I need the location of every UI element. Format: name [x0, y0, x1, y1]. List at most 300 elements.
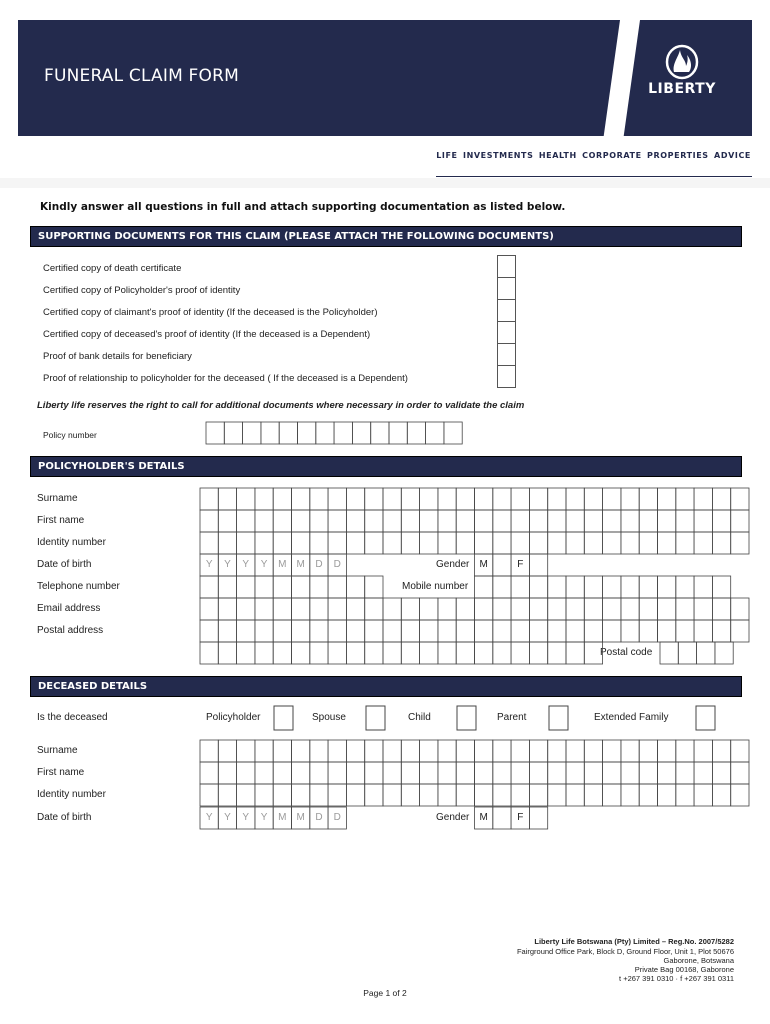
dec-surname-cell[interactable] [237, 740, 255, 762]
ph-surname-cell[interactable] [566, 488, 584, 510]
dec-surname-cell[interactable] [365, 740, 383, 762]
ph-postal-address-cell[interactable] [475, 620, 493, 642]
dec-surname-cell[interactable] [328, 740, 346, 762]
dec-dob-cell[interactable] [255, 807, 273, 829]
ph-mobile-cell[interactable] [475, 576, 493, 598]
ph-email-cell[interactable] [658, 598, 676, 620]
ph-postal-code-cell[interactable] [715, 642, 733, 664]
ph-email-cell[interactable] [694, 598, 712, 620]
ph-postal-code-cell[interactable] [697, 642, 715, 664]
ph-identity-number-cell[interactable] [529, 532, 547, 554]
dec-identity-number-cell[interactable] [420, 784, 438, 806]
ph-postal-address-cell[interactable] [639, 620, 657, 642]
dec-surname-cell[interactable] [676, 740, 694, 762]
ph-surname-cell[interactable] [273, 488, 291, 510]
ph-first-name-cell[interactable] [365, 510, 383, 532]
dec-surname-cell[interactable] [694, 740, 712, 762]
ph-identity-number-cell[interactable] [712, 532, 730, 554]
dec-dob-cell[interactable] [218, 807, 236, 829]
dec-identity-number-cell[interactable] [310, 784, 328, 806]
ph-dob-cell[interactable] [218, 554, 236, 576]
ph-identity-number-cell[interactable] [621, 532, 639, 554]
ph-postal-address-cell[interactable] [273, 620, 291, 642]
dec-first-name-cell[interactable] [566, 762, 584, 784]
ph-postal-address-2-cell[interactable] [365, 642, 383, 664]
ph-postal-address-cell[interactable] [401, 620, 419, 642]
dec-identity-number-cell[interactable] [438, 784, 456, 806]
ph-postal-address-cell[interactable] [456, 620, 474, 642]
dec-first-name-cell[interactable] [438, 762, 456, 784]
ph-surname-cell[interactable] [383, 488, 401, 510]
dec-identity-number-cell[interactable] [566, 784, 584, 806]
ph-mobile-cell[interactable] [603, 576, 621, 598]
option-extended-family-checkbox[interactable] [696, 706, 715, 730]
ph-email-cell[interactable] [731, 598, 749, 620]
ph-first-name-cell[interactable] [218, 510, 236, 532]
ph-email-cell[interactable] [273, 598, 291, 620]
ph-mobile-cell[interactable] [566, 576, 584, 598]
dec-surname-cell[interactable] [548, 740, 566, 762]
dec-identity-number-cell[interactable] [401, 784, 419, 806]
dec-identity-number-cell[interactable] [529, 784, 547, 806]
ph-postal-address-cell[interactable] [658, 620, 676, 642]
ph-identity-number-cell[interactable] [292, 532, 310, 554]
ph-first-name-cell[interactable] [676, 510, 694, 532]
ph-identity-number-cell[interactable] [548, 532, 566, 554]
dec-first-name-cell[interactable] [200, 762, 218, 784]
ph-surname-cell[interactable] [237, 488, 255, 510]
dec-surname-cell[interactable] [603, 740, 621, 762]
ph-postal-address-2-cell[interactable] [237, 642, 255, 664]
ph-identity-number-cell[interactable] [218, 532, 236, 554]
ph-postal-address-cell[interactable] [420, 620, 438, 642]
ph-postal-address-2-cell[interactable] [292, 642, 310, 664]
ph-email-cell[interactable] [310, 598, 328, 620]
option-parent-checkbox[interactable] [549, 706, 568, 730]
dec-identity-number-cell[interactable] [237, 784, 255, 806]
policy-number-cell[interactable] [444, 422, 462, 444]
ph-identity-number-cell[interactable] [566, 532, 584, 554]
ph-identity-number-cell[interactable] [401, 532, 419, 554]
ph-surname-cell[interactable] [200, 488, 218, 510]
ph-dob-cell[interactable] [273, 554, 291, 576]
ph-surname-cell[interactable] [218, 488, 236, 510]
ph-first-name-cell[interactable] [456, 510, 474, 532]
ph-postal-address-2-cell[interactable] [420, 642, 438, 664]
dec-surname-cell[interactable] [438, 740, 456, 762]
ph-postal-address-2-cell[interactable] [383, 642, 401, 664]
ph-email-cell[interactable] [456, 598, 474, 620]
ph-surname-cell[interactable] [603, 488, 621, 510]
ph-first-name-cell[interactable] [621, 510, 639, 532]
ph-email-cell[interactable] [475, 598, 493, 620]
ph-postal-address-cell[interactable] [438, 620, 456, 642]
ph-postal-address-cell[interactable] [712, 620, 730, 642]
ph-email-cell[interactable] [365, 598, 383, 620]
dec-identity-number-cell[interactable] [694, 784, 712, 806]
dec-first-name-cell[interactable] [584, 762, 602, 784]
ph-identity-number-cell[interactable] [237, 532, 255, 554]
ph-surname-cell[interactable] [365, 488, 383, 510]
dec-first-name-cell[interactable] [346, 762, 364, 784]
dec-gender-cell[interactable] [511, 807, 529, 829]
dec-first-name-cell[interactable] [731, 762, 749, 784]
dec-first-name-cell[interactable] [529, 762, 547, 784]
dec-identity-number-cell[interactable] [493, 784, 511, 806]
ph-first-name-cell[interactable] [438, 510, 456, 532]
dec-surname-cell[interactable] [383, 740, 401, 762]
ph-email-cell[interactable] [292, 598, 310, 620]
ph-postal-address-2-cell[interactable] [200, 642, 218, 664]
dec-identity-number-cell[interactable] [255, 784, 273, 806]
ph-identity-number-cell[interactable] [694, 532, 712, 554]
ph-email-cell[interactable] [401, 598, 419, 620]
dec-first-name-cell[interactable] [475, 762, 493, 784]
policy-number-cell[interactable] [426, 422, 444, 444]
dec-first-name-cell[interactable] [328, 762, 346, 784]
ph-email-cell[interactable] [200, 598, 218, 620]
ph-postal-address-2-cell[interactable] [328, 642, 346, 664]
ph-postal-address-2-cell[interactable] [401, 642, 419, 664]
ph-identity-number-cell[interactable] [511, 532, 529, 554]
ph-identity-number-cell[interactable] [310, 532, 328, 554]
ph-identity-number-cell[interactable] [383, 532, 401, 554]
dec-first-name-cell[interactable] [456, 762, 474, 784]
ph-first-name-cell[interactable] [328, 510, 346, 532]
ph-email-cell[interactable] [237, 598, 255, 620]
policy-number-cell[interactable] [371, 422, 389, 444]
ph-identity-number-cell[interactable] [346, 532, 364, 554]
ph-postal-address-cell[interactable] [200, 620, 218, 642]
ph-first-name-cell[interactable] [493, 510, 511, 532]
ph-surname-cell[interactable] [475, 488, 493, 510]
policy-number-cell[interactable] [279, 422, 297, 444]
ph-postal-address-2-cell[interactable] [475, 642, 493, 664]
option-child-checkbox[interactable] [457, 706, 476, 730]
ph-surname-cell[interactable] [712, 488, 730, 510]
ph-gender-cell[interactable] [511, 554, 529, 576]
ph-dob-cell[interactable] [310, 554, 328, 576]
ph-surname-cell[interactable] [658, 488, 676, 510]
ph-identity-number-cell[interactable] [475, 532, 493, 554]
dec-first-name-cell[interactable] [694, 762, 712, 784]
ph-identity-number-cell[interactable] [731, 532, 749, 554]
dec-surname-cell[interactable] [529, 740, 547, 762]
ph-identity-number-cell[interactable] [365, 532, 383, 554]
ph-surname-cell[interactable] [456, 488, 474, 510]
ph-surname-cell[interactable] [438, 488, 456, 510]
ph-mobile-cell[interactable] [529, 576, 547, 598]
dec-dob-cell[interactable] [328, 807, 346, 829]
ph-dob-cell[interactable] [237, 554, 255, 576]
dec-first-name-cell[interactable] [639, 762, 657, 784]
dec-surname-cell[interactable] [255, 740, 273, 762]
ph-postal-address-cell[interactable] [676, 620, 694, 642]
ph-telephone-cell[interactable] [255, 576, 273, 598]
ph-email-cell[interactable] [328, 598, 346, 620]
ph-postal-address-cell[interactable] [511, 620, 529, 642]
ph-identity-number-cell[interactable] [676, 532, 694, 554]
dec-dob-cell[interactable] [200, 807, 218, 829]
ph-mobile-cell[interactable] [694, 576, 712, 598]
dec-first-name-cell[interactable] [676, 762, 694, 784]
ph-postal-address-2-cell[interactable] [255, 642, 273, 664]
dec-first-name-cell[interactable] [255, 762, 273, 784]
dec-surname-cell[interactable] [310, 740, 328, 762]
ph-postal-address-cell[interactable] [218, 620, 236, 642]
ph-dob-cell[interactable] [328, 554, 346, 576]
ph-postal-address-cell[interactable] [566, 620, 584, 642]
ph-identity-number-cell[interactable] [328, 532, 346, 554]
ph-email-cell[interactable] [639, 598, 657, 620]
dec-first-name-cell[interactable] [310, 762, 328, 784]
ph-postal-address-cell[interactable] [731, 620, 749, 642]
ph-dob-cell[interactable] [255, 554, 273, 576]
ph-postal-code-cell[interactable] [678, 642, 696, 664]
ph-identity-number-cell[interactable] [438, 532, 456, 554]
ph-email-cell[interactable] [511, 598, 529, 620]
ph-gender-cell[interactable] [493, 554, 511, 576]
ph-postal-address-2-cell[interactable] [310, 642, 328, 664]
dec-identity-number-cell[interactable] [658, 784, 676, 806]
ph-postal-address-cell[interactable] [548, 620, 566, 642]
ph-surname-cell[interactable] [255, 488, 273, 510]
ph-identity-number-cell[interactable] [273, 532, 291, 554]
ph-postal-address-2-cell[interactable] [438, 642, 456, 664]
ph-surname-cell[interactable] [292, 488, 310, 510]
ph-first-name-cell[interactable] [237, 510, 255, 532]
dec-surname-cell[interactable] [712, 740, 730, 762]
dec-first-name-cell[interactable] [218, 762, 236, 784]
ph-postal-address-cell[interactable] [255, 620, 273, 642]
dec-first-name-cell[interactable] [493, 762, 511, 784]
ph-telephone-cell[interactable] [310, 576, 328, 598]
dec-identity-number-cell[interactable] [273, 784, 291, 806]
ph-surname-cell[interactable] [584, 488, 602, 510]
dec-identity-number-cell[interactable] [676, 784, 694, 806]
dec-surname-cell[interactable] [475, 740, 493, 762]
ph-first-name-cell[interactable] [566, 510, 584, 532]
ph-first-name-cell[interactable] [511, 510, 529, 532]
policy-number-cell[interactable] [389, 422, 407, 444]
ph-telephone-cell[interactable] [292, 576, 310, 598]
ph-surname-cell[interactable] [328, 488, 346, 510]
ph-identity-number-cell[interactable] [200, 532, 218, 554]
ph-first-name-cell[interactable] [639, 510, 657, 532]
dec-identity-number-cell[interactable] [731, 784, 749, 806]
ph-first-name-cell[interactable] [731, 510, 749, 532]
ph-gender-cell[interactable] [475, 554, 493, 576]
policy-number-cell[interactable] [316, 422, 334, 444]
dec-identity-number-cell[interactable] [456, 784, 474, 806]
ph-telephone-cell[interactable] [328, 576, 346, 598]
dec-first-name-cell[interactable] [658, 762, 676, 784]
ph-first-name-cell[interactable] [255, 510, 273, 532]
ph-surname-cell[interactable] [548, 488, 566, 510]
ph-telephone-cell[interactable] [273, 576, 291, 598]
ph-first-name-cell[interactable] [273, 510, 291, 532]
ph-mobile-cell[interactable] [511, 576, 529, 598]
dec-gender-cell[interactable] [493, 807, 511, 829]
dec-identity-number-cell[interactable] [475, 784, 493, 806]
dec-identity-number-cell[interactable] [548, 784, 566, 806]
ph-email-cell[interactable] [584, 598, 602, 620]
ph-identity-number-cell[interactable] [493, 532, 511, 554]
dec-dob-cell[interactable] [273, 807, 291, 829]
ph-email-cell[interactable] [438, 598, 456, 620]
ph-postal-address-2-cell[interactable] [529, 642, 547, 664]
ph-first-name-cell[interactable] [548, 510, 566, 532]
ph-postal-address-2-cell[interactable] [456, 642, 474, 664]
ph-email-cell[interactable] [529, 598, 547, 620]
ph-email-cell[interactable] [218, 598, 236, 620]
dec-identity-number-cell[interactable] [639, 784, 657, 806]
dec-first-name-cell[interactable] [401, 762, 419, 784]
option-spouse-checkbox[interactable] [366, 706, 385, 730]
ph-first-name-cell[interactable] [529, 510, 547, 532]
policy-number-cell[interactable] [352, 422, 370, 444]
dec-surname-cell[interactable] [658, 740, 676, 762]
option-policyholder-checkbox[interactable] [274, 706, 293, 730]
policy-number-cell[interactable] [407, 422, 425, 444]
ph-identity-number-cell[interactable] [584, 532, 602, 554]
ph-postal-address-cell[interactable] [310, 620, 328, 642]
dec-surname-cell[interactable] [420, 740, 438, 762]
ph-email-cell[interactable] [676, 598, 694, 620]
policy-number-cell[interactable] [224, 422, 242, 444]
dec-first-name-cell[interactable] [292, 762, 310, 784]
ph-telephone-cell[interactable] [237, 576, 255, 598]
ph-postal-address-2-cell[interactable] [548, 642, 566, 664]
ph-postal-address-cell[interactable] [493, 620, 511, 642]
dec-first-name-cell[interactable] [420, 762, 438, 784]
dec-surname-cell[interactable] [346, 740, 364, 762]
ph-identity-number-cell[interactable] [639, 532, 657, 554]
dec-identity-number-cell[interactable] [328, 784, 346, 806]
ph-mobile-cell[interactable] [493, 576, 511, 598]
dec-first-name-cell[interactable] [603, 762, 621, 784]
policy-number-cell[interactable] [261, 422, 279, 444]
ph-identity-number-cell[interactable] [255, 532, 273, 554]
ph-surname-cell[interactable] [694, 488, 712, 510]
dec-first-name-cell[interactable] [511, 762, 529, 784]
policy-number-cell[interactable] [334, 422, 352, 444]
ph-identity-number-cell[interactable] [456, 532, 474, 554]
dec-surname-cell[interactable] [566, 740, 584, 762]
ph-telephone-cell[interactable] [200, 576, 218, 598]
ph-postal-address-cell[interactable] [292, 620, 310, 642]
ph-first-name-cell[interactable] [292, 510, 310, 532]
dec-identity-number-cell[interactable] [621, 784, 639, 806]
ph-postal-address-2-cell[interactable] [566, 642, 584, 664]
dec-identity-number-cell[interactable] [365, 784, 383, 806]
dec-identity-number-cell[interactable] [218, 784, 236, 806]
ph-postal-address-cell[interactable] [328, 620, 346, 642]
ph-postal-address-cell[interactable] [529, 620, 547, 642]
policy-number-cell[interactable] [206, 422, 224, 444]
dec-identity-number-cell[interactable] [346, 784, 364, 806]
ph-surname-cell[interactable] [420, 488, 438, 510]
ph-first-name-cell[interactable] [383, 510, 401, 532]
policy-number-cell[interactable] [298, 422, 316, 444]
ph-email-cell[interactable] [346, 598, 364, 620]
ph-identity-number-cell[interactable] [420, 532, 438, 554]
ph-surname-cell[interactable] [493, 488, 511, 510]
ph-postal-address-cell[interactable] [694, 620, 712, 642]
policy-number-cell[interactable] [243, 422, 261, 444]
ph-first-name-cell[interactable] [475, 510, 493, 532]
ph-postal-address-cell[interactable] [365, 620, 383, 642]
ph-postal-address-cell[interactable] [621, 620, 639, 642]
ph-postal-address-cell[interactable] [237, 620, 255, 642]
ph-first-name-cell[interactable] [694, 510, 712, 532]
ph-email-cell[interactable] [383, 598, 401, 620]
ph-first-name-cell[interactable] [584, 510, 602, 532]
dec-surname-cell[interactable] [292, 740, 310, 762]
ph-email-cell[interactable] [493, 598, 511, 620]
dec-surname-cell[interactable] [456, 740, 474, 762]
ph-postal-code-cell[interactable] [660, 642, 678, 664]
ph-postal-address-cell[interactable] [584, 620, 602, 642]
ph-mobile-cell[interactable] [639, 576, 657, 598]
dec-surname-cell[interactable] [639, 740, 657, 762]
ph-email-cell[interactable] [603, 598, 621, 620]
dec-identity-number-cell[interactable] [511, 784, 529, 806]
ph-mobile-cell[interactable] [584, 576, 602, 598]
ph-telephone-cell[interactable] [365, 576, 383, 598]
dec-surname-cell[interactable] [493, 740, 511, 762]
ph-first-name-cell[interactable] [346, 510, 364, 532]
dec-first-name-cell[interactable] [383, 762, 401, 784]
ph-surname-cell[interactable] [346, 488, 364, 510]
ph-postal-address-cell[interactable] [383, 620, 401, 642]
dec-identity-number-cell[interactable] [200, 784, 218, 806]
dec-dob-cell[interactable] [310, 807, 328, 829]
ph-first-name-cell[interactable] [310, 510, 328, 532]
ph-mobile-cell[interactable] [712, 576, 730, 598]
ph-surname-cell[interactable] [731, 488, 749, 510]
ph-postal-address-2-cell[interactable] [584, 642, 602, 664]
ph-postal-address-cell[interactable] [346, 620, 364, 642]
dec-surname-cell[interactable] [584, 740, 602, 762]
dec-gender-cell[interactable] [475, 807, 493, 829]
dec-identity-number-cell[interactable] [603, 784, 621, 806]
ph-email-cell[interactable] [566, 598, 584, 620]
ph-telephone-cell[interactable] [346, 576, 364, 598]
ph-surname-cell[interactable] [511, 488, 529, 510]
ph-email-cell[interactable] [548, 598, 566, 620]
ph-telephone-cell[interactable] [218, 576, 236, 598]
ph-surname-cell[interactable] [401, 488, 419, 510]
dec-first-name-cell[interactable] [712, 762, 730, 784]
ph-first-name-cell[interactable] [658, 510, 676, 532]
ph-first-name-cell[interactable] [712, 510, 730, 532]
dec-dob-cell[interactable] [292, 807, 310, 829]
ph-email-cell[interactable] [255, 598, 273, 620]
ph-surname-cell[interactable] [676, 488, 694, 510]
dec-surname-cell[interactable] [511, 740, 529, 762]
dec-first-name-cell[interactable] [273, 762, 291, 784]
ph-surname-cell[interactable] [310, 488, 328, 510]
ph-email-cell[interactable] [712, 598, 730, 620]
dec-identity-number-cell[interactable] [712, 784, 730, 806]
ph-email-cell[interactable] [420, 598, 438, 620]
ph-postal-address-2-cell[interactable] [273, 642, 291, 664]
dec-gender-cell[interactable] [529, 807, 547, 829]
ph-dob-cell[interactable] [292, 554, 310, 576]
dec-surname-cell[interactable] [218, 740, 236, 762]
ph-surname-cell[interactable] [639, 488, 657, 510]
